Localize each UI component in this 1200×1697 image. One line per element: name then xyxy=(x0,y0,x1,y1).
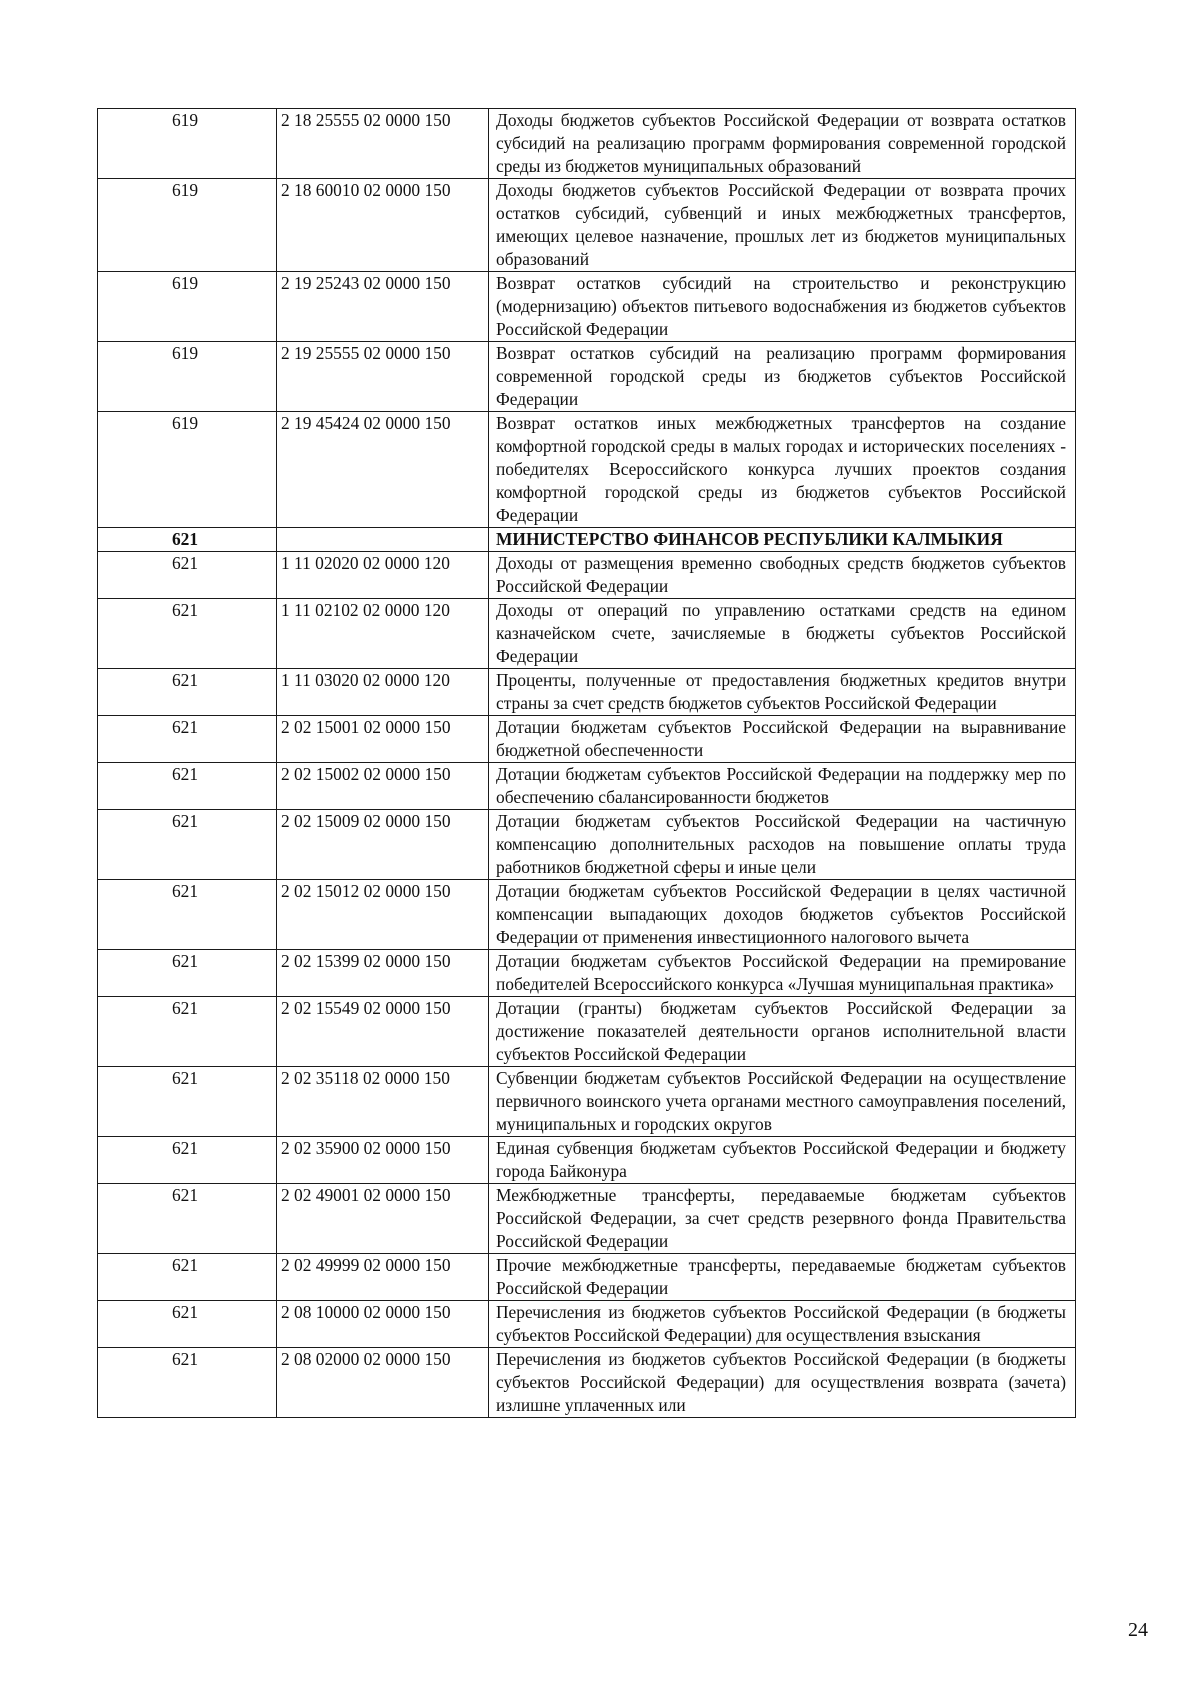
admin-code-cell: 621 xyxy=(98,528,277,552)
table-row xyxy=(98,1184,1076,1254)
description-cell: Возврат остатков субсидий на строительство и реконструкцию (модернизацию) объектов питьевого водоснабжения из бюджетов субъектов Российской Федерации xyxy=(489,272,1076,342)
table-row xyxy=(98,1254,1076,1301)
description-cell: Межбюджетные трансферты, передаваемые бюджетам субъектов Российской Федерации, за счет средств резервного фонда Правительства Российской Федерации xyxy=(489,1184,1076,1254)
description-cell: Перечисления из бюджетов субъектов Российской Федерации (в бюджеты субъектов Российской Федерации) для осуществления возврата (зачета) излишне уплаченных или xyxy=(489,1348,1076,1418)
description-cell: Дотации (гранты) бюджетам субъектов Российской Федерации за достижение показателей деятельности органов исполнительной власти субъектов Российской Федерации xyxy=(489,997,1076,1067)
description-cell: Дотации бюджетам субъектов Российской Федерации на частичную компенсацию дополнительных расходов на повышение оплаты труда работников бюджетной сферы и иные цели xyxy=(489,810,1076,880)
revenue-code-cell: 2 19 45424 02 0000 150 xyxy=(277,412,489,528)
table-row xyxy=(98,179,1076,272)
page-number: 24 xyxy=(1128,1619,1148,1641)
description-cell: Дотации бюджетам субъектов Российской Федерации на поддержку мер по обеспечению сбалансированности бюджетов xyxy=(489,763,1076,810)
table-row xyxy=(98,716,1076,763)
table-row xyxy=(98,880,1076,950)
admin-code-cell: 619 xyxy=(98,109,277,179)
revenue-code-cell: 2 02 49999 02 0000 150 xyxy=(277,1254,489,1301)
admin-code-cell: 621 xyxy=(98,1184,277,1254)
revenue-code-cell: 2 08 10000 02 0000 150 xyxy=(277,1301,489,1348)
revenue-code-cell: 2 02 15012 02 0000 150 xyxy=(277,880,489,950)
table-row xyxy=(98,997,1076,1067)
description-cell: Доходы от операций по управлению остатками средств на едином казначейском счете, зачисляемые в бюджеты субъектов Российской Федерации xyxy=(489,599,1076,669)
table-body xyxy=(98,109,1076,1418)
admin-code-cell: 619 xyxy=(98,412,277,528)
description-cell: Дотации бюджетам субъектов Российской Федерации на выравнивание бюджетной обеспеченности xyxy=(489,716,1076,763)
table-row xyxy=(98,1067,1076,1137)
revenue-code-cell: 2 02 15399 02 0000 150 xyxy=(277,950,489,997)
admin-code-cell: 621 xyxy=(98,810,277,880)
revenue-code-cell: 2 08 02000 02 0000 150 xyxy=(277,1348,489,1418)
admin-code-cell: 621 xyxy=(98,552,277,599)
table-row xyxy=(98,552,1076,599)
description-cell: Субвенции бюджетам субъектов Российской Федерации на осуществление первичного воинского учета органами местного самоуправления поселений, муниципальных и городских округов xyxy=(489,1067,1076,1137)
revenue-code-cell: 1 11 02102 02 0000 120 xyxy=(277,599,489,669)
description-cell: МИНИСТЕРСТВО ФИНАНСОВ РЕСПУБЛИКИ КАЛМЫКИЯ xyxy=(489,528,1076,552)
table-row xyxy=(98,528,1076,552)
table-row xyxy=(98,412,1076,528)
revenue-code-cell: 2 18 60010 02 0000 150 xyxy=(277,179,489,272)
revenue-code-cell: 2 19 25555 02 0000 150 xyxy=(277,342,489,412)
description-cell: Дотации бюджетам субъектов Российской Федерации в целях частичной компенсации выпадающих доходов бюджетов субъектов Российской Федерации от применения инвестиционного налогового вычета xyxy=(489,880,1076,950)
admin-code-cell: 621 xyxy=(98,599,277,669)
revenue-code-cell: 2 02 15001 02 0000 150 xyxy=(277,716,489,763)
table-row xyxy=(98,272,1076,342)
description-cell: Возврат остатков иных межбюджетных трансфертов на создание комфортной городской среды в малых городах и исторических поселениях - победителях Всероссийского конкурса лучших проектов создания комфортной городской среды из бюджетов субъектов Российской Федерации xyxy=(489,412,1076,528)
revenue-code-cell: 2 02 15549 02 0000 150 xyxy=(277,997,489,1067)
admin-code-cell: 621 xyxy=(98,997,277,1067)
admin-code-cell: 619 xyxy=(98,179,277,272)
table-row xyxy=(98,109,1076,179)
description-cell: Проценты, полученные от предоставления бюджетных кредитов внутри страны за счет средств бюджетов субъектов Российской Федерации xyxy=(489,669,1076,716)
admin-code-cell: 621 xyxy=(98,1301,277,1348)
admin-code-cell: 621 xyxy=(98,669,277,716)
admin-code-cell: 619 xyxy=(98,342,277,412)
table-row xyxy=(98,669,1076,716)
revenue-code-cell: 1 11 02020 02 0000 120 xyxy=(277,552,489,599)
admin-code-cell: 621 xyxy=(98,1348,277,1418)
admin-code-cell: 621 xyxy=(98,1137,277,1184)
revenue-code-cell: 1 11 03020 02 0000 120 xyxy=(277,669,489,716)
table-row xyxy=(98,950,1076,997)
table-row xyxy=(98,599,1076,669)
admin-code-cell: 621 xyxy=(98,763,277,810)
admin-code-cell: 621 xyxy=(98,1254,277,1301)
revenue-code-cell: 2 02 15009 02 0000 150 xyxy=(277,810,489,880)
table-row xyxy=(98,763,1076,810)
table-row xyxy=(98,1348,1076,1418)
table-row xyxy=(98,810,1076,880)
description-cell: Дотации бюджетам субъектов Российской Федерации на премирование победителей Всероссийского конкурса «Лучшая муниципальная практика» xyxy=(489,950,1076,997)
admin-code-cell: 621 xyxy=(98,950,277,997)
admin-code-cell: 621 xyxy=(98,1067,277,1137)
revenue-code-cell xyxy=(277,528,489,552)
revenue-code-cell: 2 18 25555 02 0000 150 xyxy=(277,109,489,179)
table-row xyxy=(98,1137,1076,1184)
description-cell: Доходы от размещения временно свободных средств бюджетов субъектов Российской Федерации xyxy=(489,552,1076,599)
revenue-code-cell: 2 02 15002 02 0000 150 xyxy=(277,763,489,810)
description-cell: Доходы бюджетов субъектов Российской Федерации от возврата прочих остатков субсидий, субвенций и иных межбюджетных трансфертов, имеющих целевое назначение, прошлых лет из бюджетов муниципальных образований xyxy=(489,179,1076,272)
table-row xyxy=(98,1301,1076,1348)
revenue-code-cell: 2 02 49001 02 0000 150 xyxy=(277,1184,489,1254)
table-row xyxy=(98,342,1076,412)
admin-code-cell: 621 xyxy=(98,716,277,763)
description-cell: Прочие межбюджетные трансферты, передаваемые бюджетам субъектов Российской Федерации xyxy=(489,1254,1076,1301)
admin-code-cell: 621 xyxy=(98,880,277,950)
revenue-code-cell: 2 02 35900 02 0000 150 xyxy=(277,1137,489,1184)
admin-code-cell: 619 xyxy=(98,272,277,342)
description-cell: Возврат остатков субсидий на реализацию программ формирования современной городской среды из бюджетов субъектов Российской Федерации xyxy=(489,342,1076,412)
revenue-code-cell: 2 02 35118 02 0000 150 xyxy=(277,1067,489,1137)
description-cell: Доходы бюджетов субъектов Российской Федерации от возврата остатков субсидий на реализацию программ формирования современной городской среды из бюджетов муниципальных образований xyxy=(489,109,1076,179)
description-cell: Перечисления из бюджетов субъектов Российской Федерации (в бюджеты субъектов Российской Федерации) для осуществления взыскания xyxy=(489,1301,1076,1348)
revenue-code-cell: 2 19 25243 02 0000 150 xyxy=(277,272,489,342)
description-cell: Единая субвенция бюджетам субъектов Российской Федерации и бюджету города Байконура xyxy=(489,1137,1076,1184)
revenue-code-table xyxy=(97,108,1076,1418)
